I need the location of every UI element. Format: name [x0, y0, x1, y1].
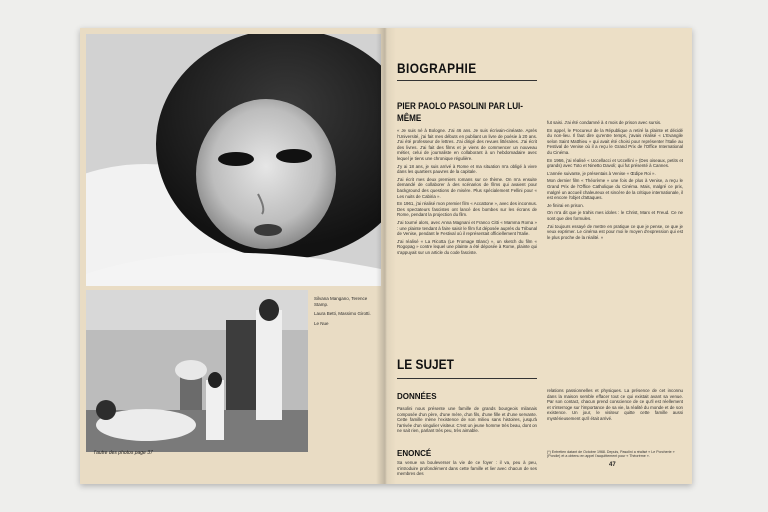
- enonce-text: [397, 460, 537, 480]
- caption-2: Laura Betti, Massimo Girotti.: [314, 311, 371, 316]
- bio-column-1: [397, 128, 537, 343]
- bio-paragraph: J'ai réalisé « La Ricotta (Le Fromage Blanc) », un sketch du film « Rogopag » contre lequel une plainte a été déposée à Rome, plainte qui s'appuyait sur un article du code fasciste.: [397, 238, 537, 255]
- bio-paragraph: Je finirai en prison.: [547, 202, 584, 208]
- photo-captions: [314, 296, 380, 330]
- sujet-column-2: [547, 388, 683, 458]
- donnees-paragraph: Pasolini nous présente une famille de grands bourgeois milanais composée d'un père, d'une mère, d'un fils, d'une fille et d'une servante. Cette famille mène l'existence de son milieu sans histoires, jusqu'à l'arrivée d'un singulier visiteur. C'est un jeune homme très beau, dont on ne sait rien, parlant très peu, très aimable.: [397, 406, 537, 434]
- portrait-photo-art: [86, 34, 381, 286]
- donnees-text: [397, 406, 537, 446]
- donnees-heading: DONNÉES: [397, 392, 437, 401]
- film-still-photo: [86, 290, 308, 452]
- biographie-heading: BIOGRAPHIE: [397, 60, 477, 76]
- caption-1: Silvana Mangano, Terence Stamp.: [314, 296, 368, 307]
- footnote: (*) Entretien datant de Octobre 1968. Depuis, Pasolini a réalisé « Le Porcherie » (Porcile) et a obtenu en appel l'acquittement pour « Théorème ».: [547, 450, 675, 459]
- right-page: [385, 28, 692, 484]
- bio-paragraph: En 1966, j'ai réalisé « Uccellacci et Uccellini » (Des oiseaux, petits et grands) avec Toto et Ninetto Davoli; qui fut présenté à Cannes.: [547, 157, 683, 169]
- bio-paragraph: J'ai écrit mes deux premiers romans sur ce thème. On m'a ensuite demandé de collaborer à des scénarios de films qui avaient pour background des questions de misère. Plus spécialement Fellini pour « Les nuits de Cabiria ».: [397, 176, 537, 199]
- heading-rule: [397, 80, 537, 81]
- bio-paragraph: Mon dernier film « Théorème » une fois de plus à Venise, a reçu le Grand Prix de l'Office Catholique du Cinéma. Mais, malgré ce prix, malgré un accueil chaleureux et sincère de la critique internationale, il est encore l'objet d'attaques.: [547, 178, 683, 201]
- film-still-art: [86, 290, 308, 452]
- photo-credit: l'autre des photos page 37: [94, 450, 153, 456]
- bio-paragraph: L'année suivante, je présentais à Venise « Œdipe Roi ».: [547, 170, 656, 176]
- sujet-rule: [397, 378, 537, 379]
- bio-paragraph: J'y ai 18 ans, je suis arrivé à Rome et ma situation m'a obligé à vivre dans les quartiers pauvres de la capitale.: [397, 163, 537, 175]
- bio-paragraph: En 1961, j'ai réalisé mon premier film « Accattone », avec des inconnus. Des spectateurs fascistes ont lancé des bombes sur les écrans de Rome, pendant la projection du film.: [397, 201, 537, 218]
- bio-paragraph: J'ai tourné alors, avec Anna Magnani et Franco Citti « Mamma Roma » : une plainte tendant à faire saisir le film fut déposée auprès du Tribunal de Venise, pendant le Festival où il représentait officiellement l'Italie.: [397, 219, 537, 237]
- bio-column-2: [547, 120, 683, 380]
- bio-paragraph: J'ai toujours essayé de mettre en pratique ce que je pense, ce que je veux exprimer. Le cinéma est pour moi le moyen d'expression qui est le plus proche de la réalité. »: [547, 223, 683, 240]
- portrait-photo: [86, 34, 381, 286]
- page-number: 47: [609, 462, 616, 468]
- bio-paragraph: En appel, le Procureur de la République a retiré la plainte et décidé du non-lieu. Il faut dire qu'entre temps, j'avais réalisé « L'Evangile selon Saint Matthieu » qui avait été choisi pour représenter l'Italie au Festival de Venise où il a reçu le Grand Prix de l'Office International du Cinéma.: [547, 127, 683, 155]
- enonce-heading: ENONCÉ: [397, 449, 432, 458]
- bio-paragraph: « Je suis né à Bologne. J'ai 46 ans. Je suis écrivain-cinéaste. Après l'Université, j'ai fait mes débuts en publiant un livre de poésie à 20 ans. J'ai été professeur de lettres. J'ai dirigé des revues littéraires. J'ai écrit des livres. J'ai fait des films et je viens de commencer un nouveau métier, celui de journaliste en collaborant à un hebdomadaire avec lequel je tiens une chronique régulière.: [397, 128, 537, 161]
- open-magazine: [80, 28, 692, 484]
- bio-subheading: PIER PAOLO PASOLINI PAR LUI-MÊME: [397, 101, 524, 123]
- enonce-paragraph: Sa venue va bouleverser la vie de ce foyer : il va, peu à peu, s'introduire profondément dans cette famille et lier avec chacun de ses membres des: [397, 460, 537, 477]
- bio-paragraph: On m'a dit que je trahis mes idoles : le Christ, Marx et Freud. Ce ne sont que des formules.: [547, 210, 683, 221]
- caption-3: Le Nue: [314, 320, 329, 326]
- le-sujet-heading: LE SUJET: [397, 356, 454, 372]
- sujet-paragraph: relations passionnelles et physiques. La présence de cet inconnu dans la maison semble effacer tout ce qui existait avant sa venue. Par son contact, chacun prend conscience de ce qu'il est réellement et s'interroge sur l'importance de sa vie, la réalité du monde et de son existence. Un jour, le visiteur quitte cette famille aussi mystérieusement qu'il était arrivé.: [547, 388, 683, 421]
- left-page: [80, 28, 385, 484]
- bio-paragraph: fut saisi. J'ai été condamné à 4 mois de prison avec sursis.: [547, 120, 662, 125]
